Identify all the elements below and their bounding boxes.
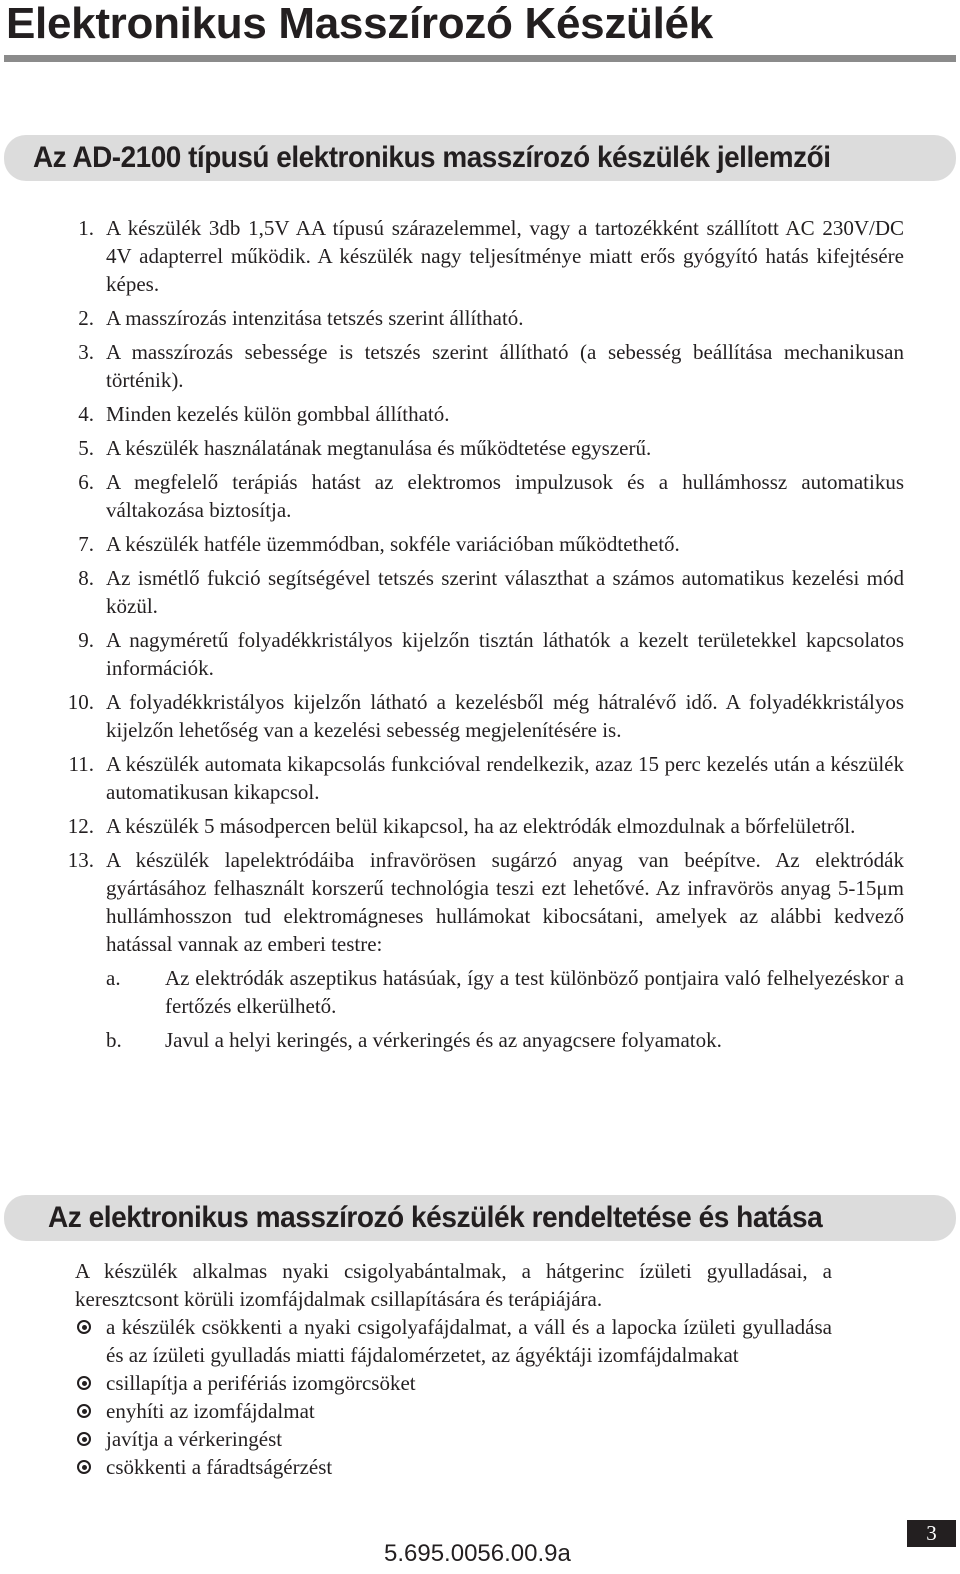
list-item (60, 304, 904, 332)
sub-item-text: Javul a helyi keringés, a vérkeringés és az anyagcsere folyamatok. (165, 1028, 722, 1052)
section-heading: Az elektronikus masszírozó készülék rendeltetése és hatása (48, 1201, 823, 1234)
sub-item-letter: b. (106, 1028, 122, 1052)
item-number: 3. (78, 340, 94, 364)
item-text: A készülék lapelektródáiba infravörösen sugárzó anyag van beépítve. Az elektródák gyártásához felhasznált korszerű technológia teszi ezt lehetővé. Az infravörös anyag 5-15μm hullámhosszon tud elektromágneses hullámokat kibocsátani, amelyek az alábbi kedvező hatással vannak az emberi testre: (106, 848, 904, 956)
bullet-text: enyhíti az izomfájdalmat (106, 1399, 315, 1423)
bullet-text: a készülék csökkenti a nyaki csigolyafájdalmat, a váll és a lapocka ízületi gyulladása és az ízületi gyulladás miatti fájdalomérzetet, az ágyéktáji izomfájdalmakat (106, 1315, 832, 1367)
item-number: 13. (67, 848, 94, 872)
list-item (60, 750, 904, 806)
item-number: 12. (67, 814, 94, 838)
item-text: A nagyméretű folyadékkristályos kijelzőn tisztán láthatók a kezelt területekkel kapcsolatos információk. (106, 628, 904, 680)
item-text: A készülék 3db 1,5V AA típusú szárazelemmel, vagy a tartozékként szállított AC 230V/DC 4V adapterrel működik. A készülék nagy teljesítménye miatt erős gyógyító hatás kifejtésére képes. (106, 216, 904, 296)
double-circle-bullet-icon (77, 1320, 91, 1334)
double-circle-bullet-icon (77, 1460, 91, 1474)
bullet-item (75, 1425, 832, 1453)
item-number: 11. (68, 752, 94, 776)
item-text: A megfelelő terápiás hatást az elektromos impulzusok és a hullámhossz automatikus váltakozása biztosítja. (106, 470, 904, 522)
list-item (60, 812, 904, 840)
item-number: 4. (78, 402, 94, 426)
item-number: 1. (78, 216, 94, 240)
item-text: Az ismétlő fukció segítségével tetszés szerint választhat a számos automatikus kezelési mód közül. (106, 566, 904, 618)
item-number: 7. (78, 532, 94, 556)
item-text: A készülék használatának megtanulása és működtetése egyszerű. (106, 436, 652, 460)
item-text: A készülék hatféle üzemmódban, sokféle variációban működtethető. (106, 532, 680, 556)
bullet-text: javítja a vérkeringést (106, 1427, 283, 1451)
item-number: 9. (78, 628, 94, 652)
page-title: Elektronikus Masszírozó Készülék (6, 0, 713, 48)
bullet-item (75, 1397, 832, 1425)
list-item (60, 338, 904, 394)
list-item (60, 468, 904, 524)
sub-list (106, 964, 904, 1054)
sub-list-item (106, 1026, 904, 1054)
section-heading-band (4, 1195, 956, 1241)
list-item (60, 400, 904, 428)
page-number: 3 (907, 1520, 956, 1547)
double-circle-bullet-icon (77, 1404, 91, 1418)
item-text: Minden kezelés külön gombbal állítható. (106, 402, 450, 426)
list-item (60, 214, 904, 298)
item-text: A készülék 5 másodpercen belül kikapcsol, ha az elektródák elmozdulnak a bőrfelületről. (106, 814, 856, 838)
item-text: A masszírozás sebessége is tetszés szerint állítható (a sebesség beállítása mechanikusan történik). (106, 340, 904, 392)
bullet-list (75, 1313, 832, 1481)
item-number: 8. (78, 566, 94, 590)
item-number: 6. (78, 470, 94, 494)
list-item (60, 530, 904, 558)
list-item (60, 434, 904, 462)
title-rule (4, 55, 956, 62)
intro-paragraph: A készülék alkalmas nyaki csigolyabántalmak, a hátgerinc ízületi gyulladásai, a keresztcsont körüli izomfájdalmak csillapítására és terápiájára. (75, 1259, 832, 1311)
item-number: 2. (78, 306, 94, 330)
document-code: 5.695.0056.00.9a (384, 1540, 571, 1567)
bullet-text: csökkenti a fáradtságérzést (106, 1455, 333, 1479)
item-number: 10. (67, 690, 94, 714)
bullet-item (75, 1453, 832, 1481)
item-text: A masszírozás intenzitása tetszés szerint állítható. (106, 306, 524, 330)
item-text: A készülék automata kikapcsolás funkcióval rendelkezik, azaz 15 perc kezelés után a készülék automatikusan kikapcsol. (106, 752, 904, 804)
bullet-item (75, 1369, 832, 1397)
list-item (60, 846, 904, 1054)
double-circle-bullet-icon (77, 1432, 91, 1446)
bullet-text: csillapítja a perifériás izomgörcsöket (106, 1371, 416, 1395)
item-text: A folyadékkristályos kijelzőn látható a kezelésből még hátralévő idő. A folyadékkristályos kijelzőn lehetőség van a kezelési sebesség megjelenítésére is. (106, 690, 904, 742)
sub-item-text: Az elektródák aszeptikus hatásúak, így a test különböző pontjaira való felhelyezéskor a fertőzés elkerülhető. (165, 966, 904, 1018)
sub-list-item (106, 964, 904, 1020)
item-number: 5. (78, 436, 94, 460)
section-heading-band (4, 135, 956, 181)
section-heading: Az AD-2100 típusú elektronikus masszírozó készülék jellemzői (33, 141, 831, 174)
sub-item-letter: a. (106, 966, 121, 990)
list-item (60, 688, 904, 744)
double-circle-bullet-icon (77, 1376, 91, 1390)
bullet-item (75, 1313, 832, 1369)
feature-list (60, 214, 904, 1060)
list-item (60, 626, 904, 682)
list-item (60, 564, 904, 620)
